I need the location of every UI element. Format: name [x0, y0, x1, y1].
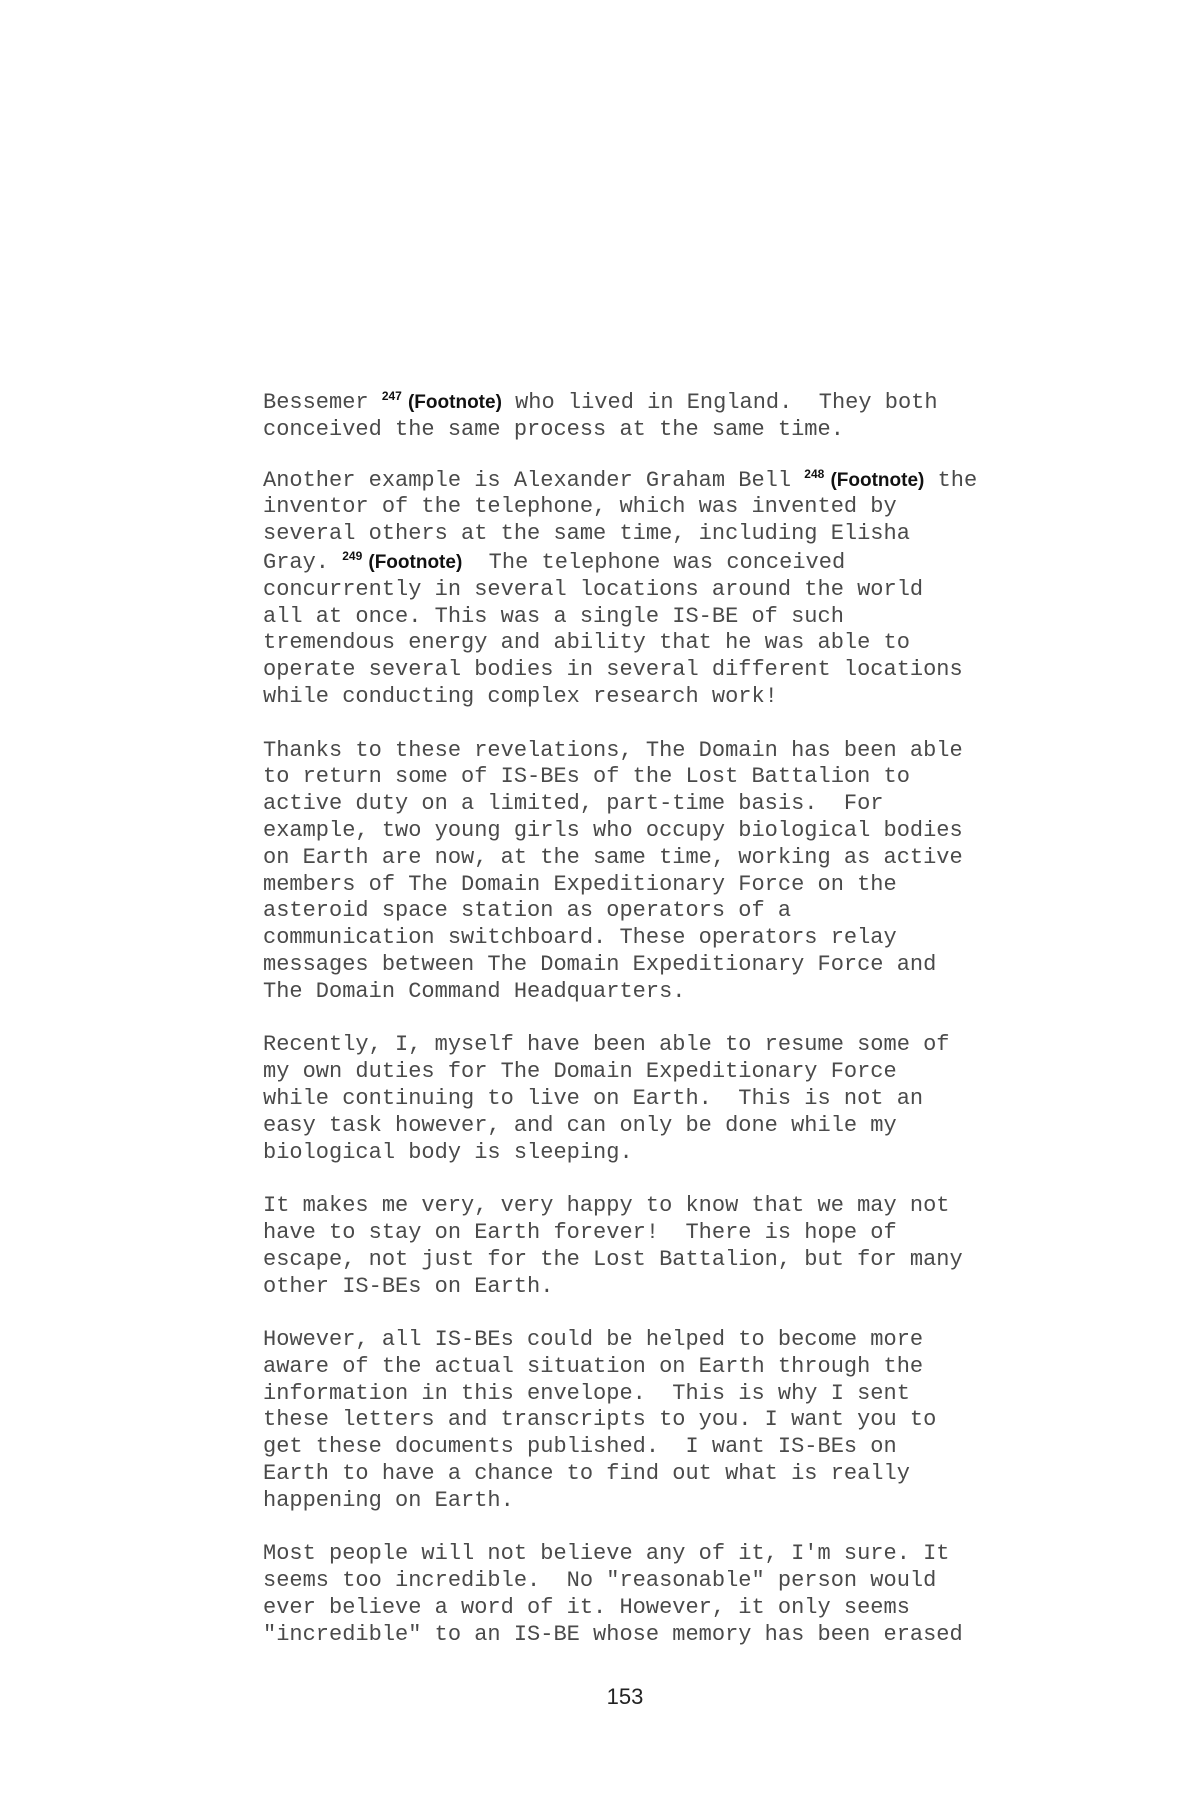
- text-line: concurrently in several locations around the world: [263, 576, 924, 602]
- text-line: Recently, I, myself have been able to resume some of: [263, 1032, 950, 1058]
- paragraph-happy: [263, 1193, 1063, 1300]
- text-line: Another example is Alexander Graham Bell: [263, 467, 805, 493]
- text-line: messages between The Domain Expeditionary Force and: [263, 951, 937, 977]
- text-line: The telephone was conceived: [462, 549, 846, 575]
- footnote-link-247[interactable]: [382, 388, 502, 413]
- text-line: communication switchboard. These operators relay: [263, 925, 897, 951]
- text-line: biological body is sleeping.: [263, 1139, 633, 1165]
- text-line: conceived the same process at the same time.: [263, 416, 844, 442]
- text-line: these letters and transcripts to you. I want you to: [263, 1407, 937, 1433]
- page-number: 153: [606, 1684, 644, 1709]
- text-line: get these documents published. I want IS-BEs on: [263, 1434, 897, 1460]
- paragraph-most-people: [263, 1541, 1063, 1648]
- text-line: my own duties for The Domain Expeditionary Force: [263, 1059, 897, 1085]
- text-line: active duty on a limited, part-time basis. For: [263, 791, 884, 817]
- text-line: "incredible" to an IS-BE whose memory has been erased: [263, 1621, 963, 1647]
- footnote-link-248[interactable]: [804, 466, 924, 491]
- text-line: easy task however, and can only be done while my: [263, 1112, 897, 1138]
- footnote-number: 248: [804, 466, 825, 481]
- text-line: other IS-BEs on Earth.: [263, 1273, 554, 1299]
- text-line: while continuing to live on Earth. This is not an: [263, 1085, 924, 1111]
- footnote-link-249[interactable]: [342, 548, 462, 573]
- text-line: information in this envelope. This is why I sent: [263, 1380, 910, 1406]
- text-line: ever believe a word of it. However, it only seems: [263, 1595, 910, 1621]
- text-line: aware of the actual situation on Earth through the: [263, 1353, 924, 1379]
- text-line: The Domain Command Headquarters.: [263, 978, 686, 1004]
- text-line: happening on Earth.: [263, 1487, 514, 1513]
- footnote-label: (Footnote): [407, 392, 502, 413]
- text-line: escape, not just for the Lost Battalion, but for many: [263, 1246, 963, 1272]
- footnote-number: 249: [342, 548, 363, 563]
- footnote-label: (Footnote): [368, 551, 463, 573]
- footnote-number: 247: [381, 389, 402, 403]
- text-line: to return some of IS-BEs of the Lost Battalion to: [263, 764, 910, 790]
- paragraph-recently: [263, 1032, 1063, 1166]
- text-line: who lived in England. They both: [501, 390, 938, 415]
- paragraph-bessemer: [263, 388, 1063, 444]
- text-line: example, two young girls who occupy biological bodies: [263, 817, 963, 843]
- text-line: It makes me very, very happy to know that we may not: [263, 1193, 950, 1219]
- text-line: operate several bodies in several different locations: [263, 657, 963, 683]
- text-line: inventor of the telephone, which was invented by: [263, 494, 897, 520]
- text-line: while conducting complex research work!: [263, 683, 778, 709]
- paragraph-bell: [263, 466, 1063, 711]
- text-line: have to stay on Earth forever! There is hope of: [263, 1219, 897, 1245]
- paragraph-however: [263, 1327, 1063, 1515]
- body-text: [263, 388, 1063, 1675]
- text-line: members of The Domain Expeditionary Force on the: [263, 871, 897, 897]
- text-line: seems too incredible. No "reasonable" person would: [263, 1568, 937, 1594]
- text-line: asteroid space station as operators of a: [263, 898, 792, 924]
- text-line: However, all IS-BEs could be helped to become more: [263, 1327, 924, 1353]
- footnote-label: (Footnote): [830, 469, 925, 491]
- text-line: on Earth are now, at the same time, working as active: [263, 844, 963, 870]
- text-line: the: [937, 467, 978, 493]
- text-line: Most people will not believe any of it, I'm sure. It: [263, 1541, 950, 1567]
- paragraph-revelations: [263, 738, 1063, 1006]
- text-line: tremendous energy and ability that he was able to: [263, 630, 910, 656]
- text-line: Thanks to these revelations, The Domain has been able: [263, 737, 963, 763]
- text-line: Gray.: [263, 549, 343, 575]
- text-line: Bessemer: [263, 390, 382, 415]
- text-line: Earth to have a chance to find out what is really: [263, 1461, 910, 1487]
- text-line: all at once. This was a single IS-BE of such: [263, 603, 844, 629]
- text-line: several others at the same time, including Elisha: [263, 521, 910, 547]
